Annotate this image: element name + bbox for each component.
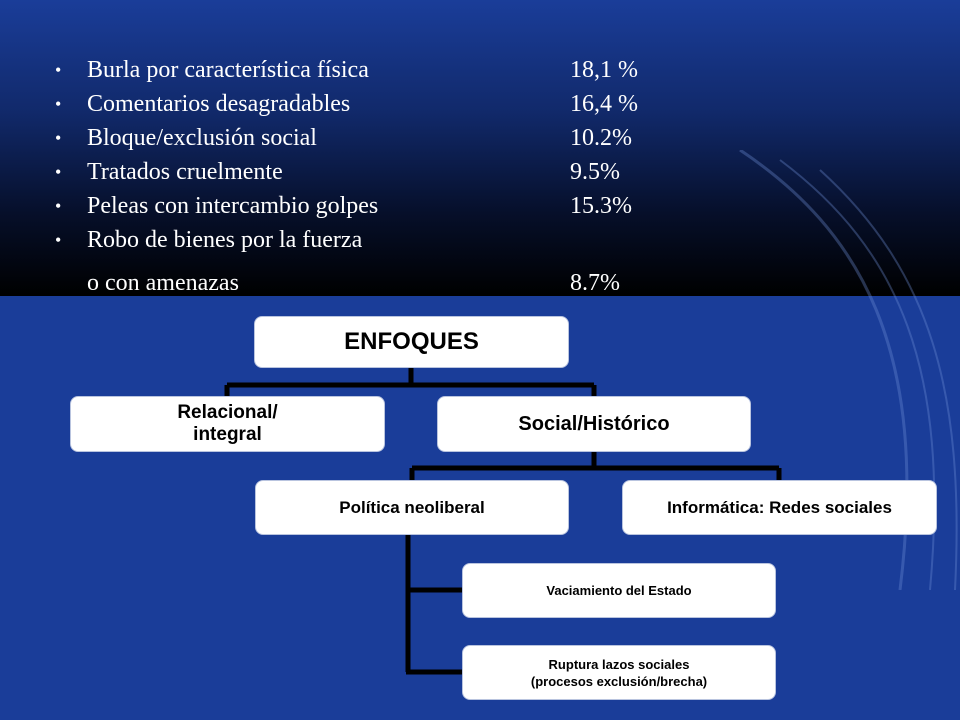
- stat-value: 9.5%: [570, 159, 620, 185]
- relational-box: [70, 396, 385, 452]
- bullet-icon: •: [55, 196, 62, 216]
- enfoques-box: [254, 316, 569, 368]
- bullet-icon: •: [55, 162, 62, 182]
- informatics-box: [622, 480, 937, 535]
- stat-value: 18,1 %: [570, 57, 638, 83]
- social-rupture-box: [462, 645, 776, 700]
- stat-label: Peleas con intercambio golpes: [87, 193, 379, 219]
- stat-label: Robo de bienes por la fuerza: [87, 227, 363, 253]
- bullet-icon: •: [55, 230, 62, 250]
- social-rupture-label: Ruptura lazos sociales (procesos exclusión/brecha): [530, 656, 708, 689]
- stat-label: o con amenazas: [87, 270, 239, 296]
- stat-label: Burla por característica física: [87, 57, 369, 83]
- bullet-icon: •: [55, 94, 62, 114]
- state-emptying-label: Vaciamiento del Estado: [546, 583, 692, 598]
- informatics-label: Informática: Redes sociales: [667, 497, 892, 517]
- stat-label: Tratados cruelmente: [87, 159, 283, 185]
- neoliberal-policy-label: Política neoliberal: [339, 497, 485, 517]
- state-emptying-box: [462, 563, 776, 618]
- bullet-icon: •: [55, 60, 62, 80]
- social-historic-label: Social/Histórico: [518, 412, 670, 435]
- bullet-icon: •: [55, 128, 62, 148]
- stat-value: 16,4 %: [570, 91, 638, 117]
- relational-label: Relacional/ integral: [177, 402, 278, 445]
- stat-value: 10.2%: [570, 125, 632, 151]
- stat-value: 15.3%: [570, 193, 632, 219]
- social-historic-box: [437, 396, 751, 452]
- stat-label: Comentarios desagradables: [87, 91, 351, 117]
- neoliberal-policy-box: [255, 480, 569, 535]
- stat-value: 8.7%: [570, 270, 620, 296]
- stat-label: Bloque/exclusión social: [87, 125, 317, 151]
- enfoques-label: ENFOQUES: [344, 328, 479, 355]
